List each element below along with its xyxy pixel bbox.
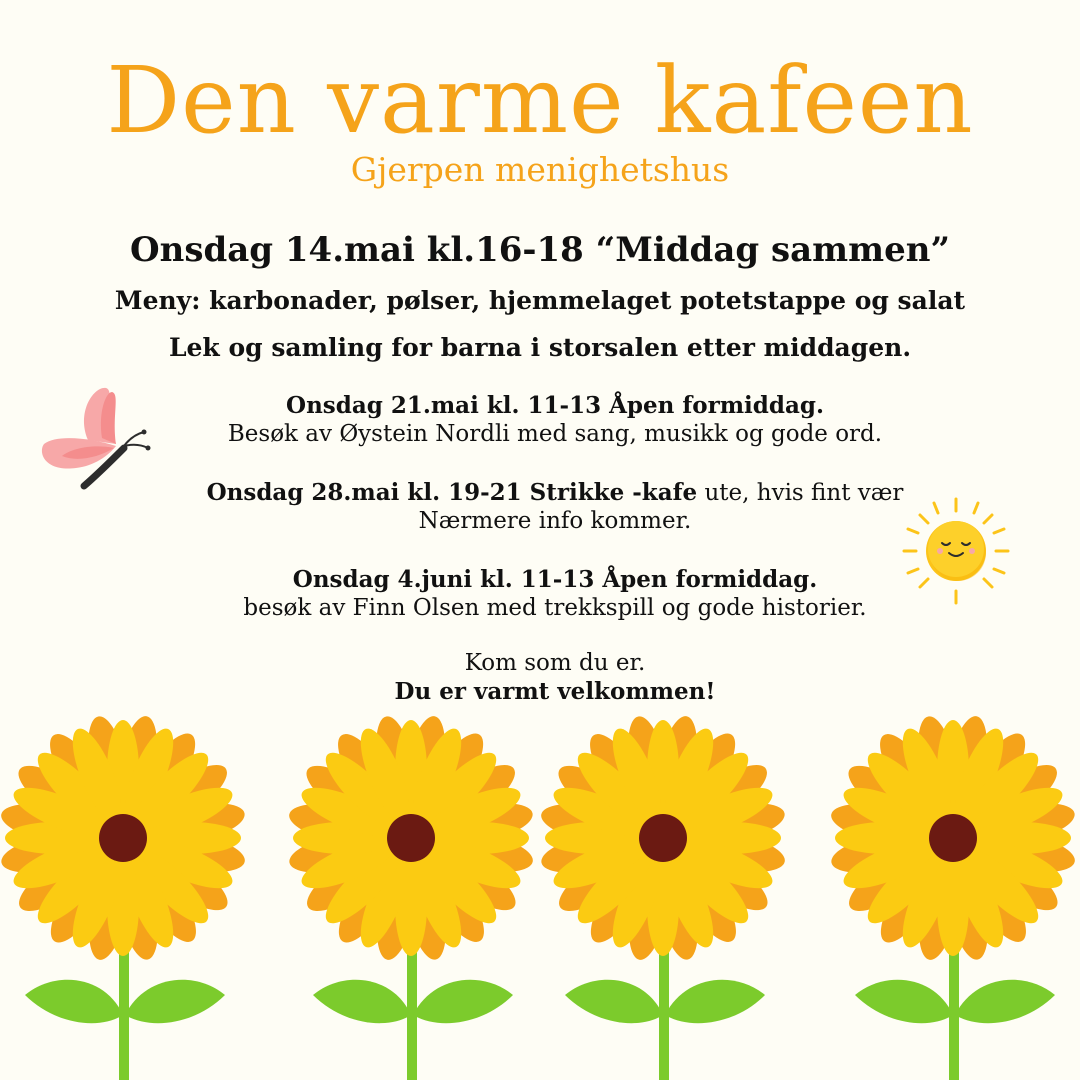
event-title: Onsdag 28.mai kl. 19-21 Strikke -kafe: [206, 479, 698, 506]
sunflower-icon: [825, 715, 1080, 1080]
event-title: Onsdag 21.mai kl. 11-13 Åpen formiddag.: [286, 392, 824, 419]
event-title: Onsdag 4.juni kl. 11-13 Åpen formiddag.: [292, 566, 818, 593]
event-detail: Nærmere info kommer.: [418, 507, 692, 534]
event-title-line: [0, 392, 1080, 421]
main-event-heading: Onsdag 14.mai kl.16-18 “Middag sammen”: [129, 230, 951, 270]
main-event-kids: Lek og samling for barna i storsalen etter middagen.: [168, 333, 912, 362]
page-subtitle: Gjerpen menighetshus: [350, 150, 730, 189]
sun-icon: [900, 495, 1012, 607]
closing-message: [0, 650, 1080, 705]
sunflower-icon: [0, 715, 255, 1080]
main-event-menu: Meny: karbonader, pølser, hjemmelaget potetstappe og salat: [114, 286, 966, 315]
page-title: Den varme kafeen: [106, 47, 974, 154]
event-item: [0, 392, 1080, 448]
event-detail: besøk av Finn Olsen med trekkspill og gode historier.: [243, 594, 867, 621]
sunflower-icon: [283, 715, 543, 1080]
closing-line-2: Du er varmt velkommen!: [394, 677, 716, 705]
butterfly-icon: [36, 382, 152, 498]
closing-line-1: Kom som du er.: [464, 650, 646, 676]
event-inline-note: ute, hvis fint vær: [697, 480, 904, 506]
sunflower-icon: [535, 715, 795, 1080]
event-detail: Besøk av Øystein Nordli med sang, musikk og gode ord.: [227, 420, 883, 447]
